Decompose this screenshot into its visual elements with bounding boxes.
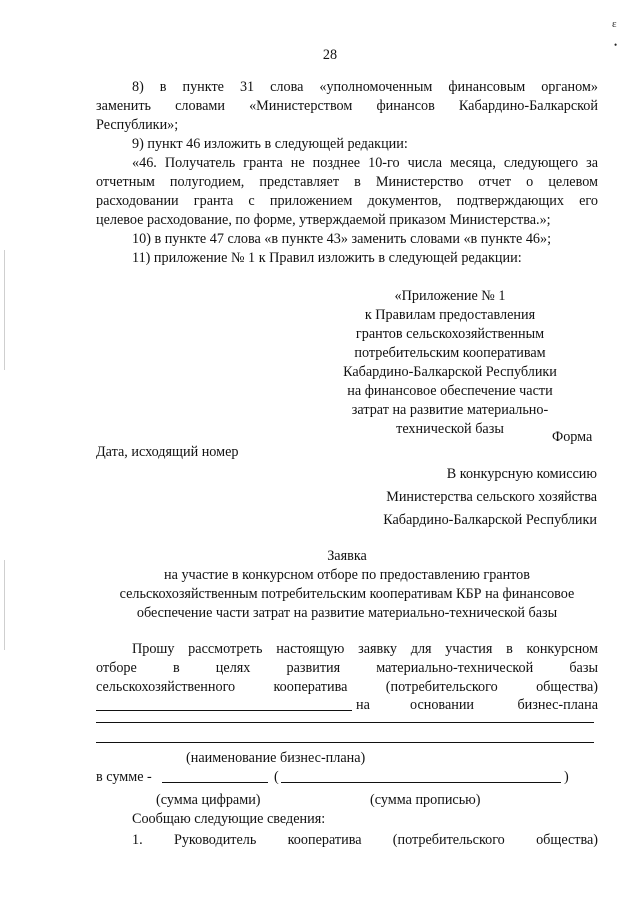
corner-mark: ɛ: [612, 18, 617, 30]
corner-mark: •: [614, 40, 618, 50]
na-label: на: [356, 697, 370, 713]
scan-edge-line: [4, 250, 5, 370]
appendix-line: на финансовое обеспечение части: [347, 383, 553, 399]
addressee-line: Кабардино-Балкарской Республики: [383, 512, 597, 528]
amendment-item9-intro: 9) пункт 46 изложить в следующей редакции:: [132, 136, 408, 152]
appendix-line: к Правилам предоставления: [364, 307, 536, 323]
amendment-item8-line: 8) в пункте 31 слова «уполномоченным финансовым органом»: [132, 79, 598, 95]
application-body-line: Прошу рассмотреть настоящую заявку для участия в конкурсном: [132, 641, 598, 657]
report-item1: 1. Руководитель кооператива (потребительского общества): [132, 832, 598, 848]
appendix-line: затрат на развитие материально-: [351, 402, 549, 418]
amendment-item9-line: расходовании гранта с приложением документов, подтверждающих его: [96, 193, 598, 209]
sum-label: в сумме -: [96, 769, 152, 785]
application-subtitle-line: сельскохозяйственным потребительским кооперативам КБР на финансовое: [119, 586, 575, 602]
application-body-line: сельскохозяйственного кооператива (потребительского общества): [96, 679, 598, 695]
date-label: Дата, исходящий номер: [96, 444, 239, 460]
fill-in-line: [96, 710, 352, 711]
appendix-line: грантов сельскохозяйственным: [355, 326, 545, 342]
amendment-item10: 10) в пункте 47 слова «в пункте 43» заменить словами «в пункте 46»;: [132, 231, 552, 247]
plan-name-caption: (наименование бизнес-плана): [186, 750, 366, 766]
fill-in-line: [96, 742, 594, 743]
scan-edge-line: [4, 560, 5, 650]
paren-close: ): [564, 769, 569, 785]
amendment-item11: 11) приложение № 1 к Правил изложить в следующей редакции:: [132, 250, 522, 266]
application-subtitle-line: обеспечение части затрат на развитие материально-технической базы: [136, 605, 558, 621]
fill-in-line: [96, 722, 594, 723]
page-number: 28: [322, 47, 338, 63]
addressee-line: В конкурсную комиссию: [446, 466, 597, 482]
amendment-item8-line: Республики»;: [96, 117, 179, 133]
form-label: Форма: [552, 429, 593, 445]
amendment-item8-line: заменить словами «Министерством финансов Кабардино-Балкарской: [96, 98, 598, 114]
addressee-line: Министерства сельского хозяйства: [386, 489, 597, 505]
amendment-item9-line: «46. Получатель гранта не позднее 10-го числа месяца, следующего за: [132, 155, 598, 171]
appendix-line: потребительским кооперативам: [354, 345, 546, 361]
basis-label: основании бизнес-плана: [410, 697, 598, 713]
sum-digits-caption: (сумма цифрами): [156, 792, 261, 808]
sum-words-caption: (сумма прописью): [370, 792, 481, 808]
amendment-item9-line: отчетным полугодием, представляет в Министерство отчет о целевом: [96, 174, 598, 190]
appendix-line: «Приложение № 1: [394, 288, 506, 304]
application-body-line: отборе в целях развития материально-технической базы: [96, 660, 598, 676]
amendment-item9-line: целевое расходование, по форме, утверждаемой приказом Министерства.»;: [96, 212, 551, 228]
appendix-line: технической базы: [396, 421, 504, 437]
sum-words-line: [281, 782, 561, 783]
appendix-line: Кабардино-Балкарской Республики: [343, 364, 557, 380]
report-intro: Сообщаю следующие сведения:: [132, 811, 326, 827]
application-title: Заявка: [327, 548, 367, 564]
paren-open: (: [274, 769, 279, 785]
sum-digits-line: [162, 782, 268, 783]
application-subtitle-line: на участие в конкурсном отборе по предоставлению грантов: [164, 567, 530, 583]
